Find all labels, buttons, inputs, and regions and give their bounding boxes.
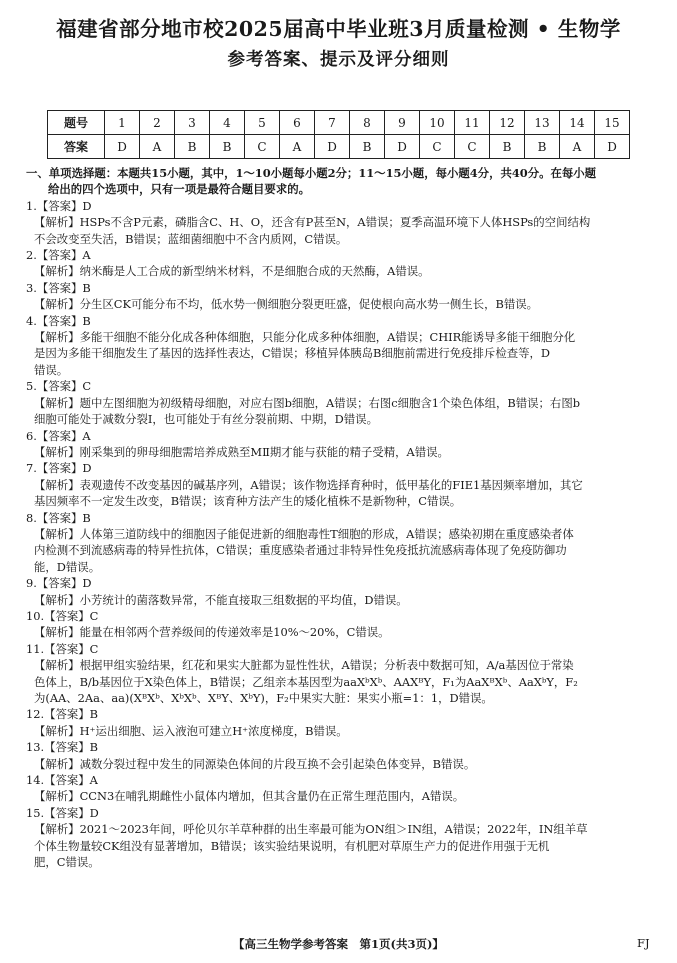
text-line: 【解析】题中左图细胞为初级精母细胞，对应右图b细胞，A错误；右图c细胞含1个染色体组，B错误；右图b <box>34 395 580 410</box>
text-line: 肥，C错误。 <box>34 855 100 870</box>
text-line: 13.【答案】B <box>26 740 99 755</box>
text-line: 10.【答案】C <box>26 608 99 623</box>
answer-cell: C <box>455 135 490 159</box>
question-number-cell: 14 <box>560 111 595 135</box>
answer-cell: B <box>350 135 385 159</box>
answer-cell: B <box>525 135 560 159</box>
answer-table <box>47 110 630 159</box>
text-line: 【解析】H⁺运出细胞、运入液泡可建立H⁺浓度梯度，B错误。 <box>34 723 348 738</box>
text-line: 能，D错误。 <box>34 559 101 574</box>
answer-cell: B <box>210 135 245 159</box>
text-line: 【解析】人体第三道防线中的细胞因子能促进新的细胞毒性T细胞的形成，A错误；感染初期在重度感染者体 <box>34 526 574 541</box>
question-number-cell: 2 <box>140 111 175 135</box>
question-number-cell: 7 <box>315 111 350 135</box>
page-title: 福建省部分地市校2025届高中毕业班3月质量检测 • 生物学 <box>56 17 621 41</box>
question-number-cell: 6 <box>280 111 315 135</box>
text-line: 基因频率不一定发生改变，B错误；该育种方法产生的矮化植株不是新物种，C错误。 <box>34 494 462 509</box>
text-line: 5.【答案】C <box>26 379 92 394</box>
text-line: 【解析】小芳统计的菌落数异常，不能直接取三组数据的平均值，D错误。 <box>34 592 408 607</box>
text-line: 一、单项选择题：本题共15小题，其中，1～10小题每小题2分；11～15小题，每小题4分，共40分。在每小题 <box>26 166 597 180</box>
question-number-row <box>48 111 630 135</box>
text-line: 【解析】纳米酶是人工合成的新型纳米材料，不是细胞合成的天然酶，A错误。 <box>34 264 430 279</box>
answer-cell: B <box>490 135 525 159</box>
question-number-cell: 9 <box>385 111 420 135</box>
answer-cell: A <box>280 135 315 159</box>
text-line: 不会改变至失活，B错误；蓝细菌细胞中不含内质网，C错误。 <box>34 231 348 246</box>
answer-row <box>48 135 630 159</box>
question-number-cell: 5 <box>245 111 280 135</box>
text-line: 给出的四个选项中，只有一项是最符合题目要求的。 <box>48 182 310 197</box>
text-line: 【解析】刚采集到的卵母细胞需培养成熟至MⅡ期才能与获能的精子受精，A错误。 <box>34 444 449 459</box>
text-line: 14.【答案】A <box>26 773 98 788</box>
answer-header: 答案 <box>48 135 105 159</box>
question-number-cell: 4 <box>210 111 245 135</box>
text-line: 9.【答案】D <box>26 576 92 591</box>
text-line: 【解析】多能干细胞不能分化成各种体细胞，只能分化成多种体细胞，A错误；CHIR能诱导多能干细胞分化 <box>34 330 576 345</box>
answer-cell: D <box>105 135 140 159</box>
text-line: 12.【答案】B <box>26 707 99 722</box>
question-number-cell: 15 <box>595 111 630 135</box>
page-footer: 【高三生物学参考答案 第1页(共3页)】 <box>233 937 444 951</box>
text-line: 7.【答案】D <box>26 461 92 476</box>
text-line: 【解析】减数分裂过程中发生的同源染色体间的片段互换不会引起染色体变异，B错误。 <box>34 756 476 771</box>
question-number-cell: 3 <box>175 111 210 135</box>
answer-cell: D <box>385 135 420 159</box>
explanation-body <box>26 165 656 870</box>
text-line: 错误。 <box>34 362 69 377</box>
text-line: 细胞可能处于减数分裂Ⅰ，也可能处于有丝分裂前期、中期，D错误。 <box>34 412 378 427</box>
text-line: 4.【答案】B <box>26 313 91 328</box>
answer-cell: A <box>140 135 175 159</box>
question-number-header: 题号 <box>48 111 105 135</box>
text-line: 是因为多能干细胞发生了基因的选择性表达，C错误；移植异体胰岛B细胞前需进行免疫排斥检查等，D <box>34 346 551 361</box>
text-line: 【解析】表观遗传不改变基因的碱基序列，A错误；该作物选择育种时，低甲基化的FIE1基因频率增加，其它 <box>34 477 583 492</box>
text-line: 15.【答案】D <box>26 805 99 820</box>
question-number-cell: 11 <box>455 111 490 135</box>
text-line: 【解析】能量在相邻两个营养级间的传递效率是10%～20%，C错误。 <box>34 625 390 640</box>
question-number-cell: 1 <box>105 111 140 135</box>
text-line: 8.【答案】B <box>26 510 91 525</box>
text-line: 6.【答案】A <box>26 428 91 443</box>
text-line: 内检测不到流感病毒的特异性抗体，C错误；重度感染者通过非特异性免疫抵抗流感病毒体现了免疫防御功 <box>34 543 567 558</box>
answer-cell: A <box>560 135 595 159</box>
answer-cell: D <box>315 135 350 159</box>
answer-cell: C <box>245 135 280 159</box>
text-line: 【解析】CCN3在哺乳期雌性小鼠体内增加，但其含量仍在正常生理范围内，A错误。 <box>34 789 465 804</box>
question-number-cell: 12 <box>490 111 525 135</box>
text-line: 11.【答案】C <box>26 641 99 656</box>
text-line: 个体生物量较CK组没有显著增加，B错误；该实验结果说明，有机肥对草原生产力的促进作用强于无机 <box>34 838 550 853</box>
question-number-cell: 10 <box>420 111 455 135</box>
text-line: 为(AA、2Aa、aa)(XᴮXᵇ、XᵇXᵇ、XᴮY、XᵇY)，F₂中果实大脏：果实小瓶=1：1，D错误。 <box>34 691 493 705</box>
question-number-cell: 13 <box>525 111 560 135</box>
text-line: 【解析】HSPs不含P元素，磷脂含C、H、O，还含有P甚至N，A错误；夏季高温环境下人体HSPs的空间结构 <box>34 215 591 230</box>
page-subtitle: 参考答案、提示及评分细则 <box>227 50 450 70</box>
question-number-cell: 8 <box>350 111 385 135</box>
answer-cell: D <box>595 135 630 159</box>
text-line: 2.【答案】A <box>26 248 91 263</box>
text-line: 【解析】2021～2023年间，呼伦贝尔羊草种群的出生率最可能为ON组＞IN组，A错误；2022年，IN组羊草 <box>34 822 588 837</box>
text-line: 【解析】根据甲组实验结果，红花和果实大脏都为显性性状，A错误；分析表中数据可知，A/a基因位于常染 <box>34 658 574 673</box>
text-line: 3.【答案】B <box>26 280 91 295</box>
answer-cell: C <box>420 135 455 159</box>
answer-cell: B <box>175 135 210 159</box>
text-line: 1.【答案】D <box>26 198 92 213</box>
region-code: FJ <box>637 936 650 950</box>
text-line: 色体上，B/b基因位于X染色体上，B错误；乙组亲本基因型为aaXᵇXᵇ、AAXᴮY，F₁为AaXᴮXᵇ、AaXᵇY，F₂ <box>34 674 578 689</box>
text-line: 【解析】分生区CK可能分布不均，低水势一侧细胞分裂更旺盛，促使根向高水势一侧生长，B错误。 <box>34 297 539 312</box>
